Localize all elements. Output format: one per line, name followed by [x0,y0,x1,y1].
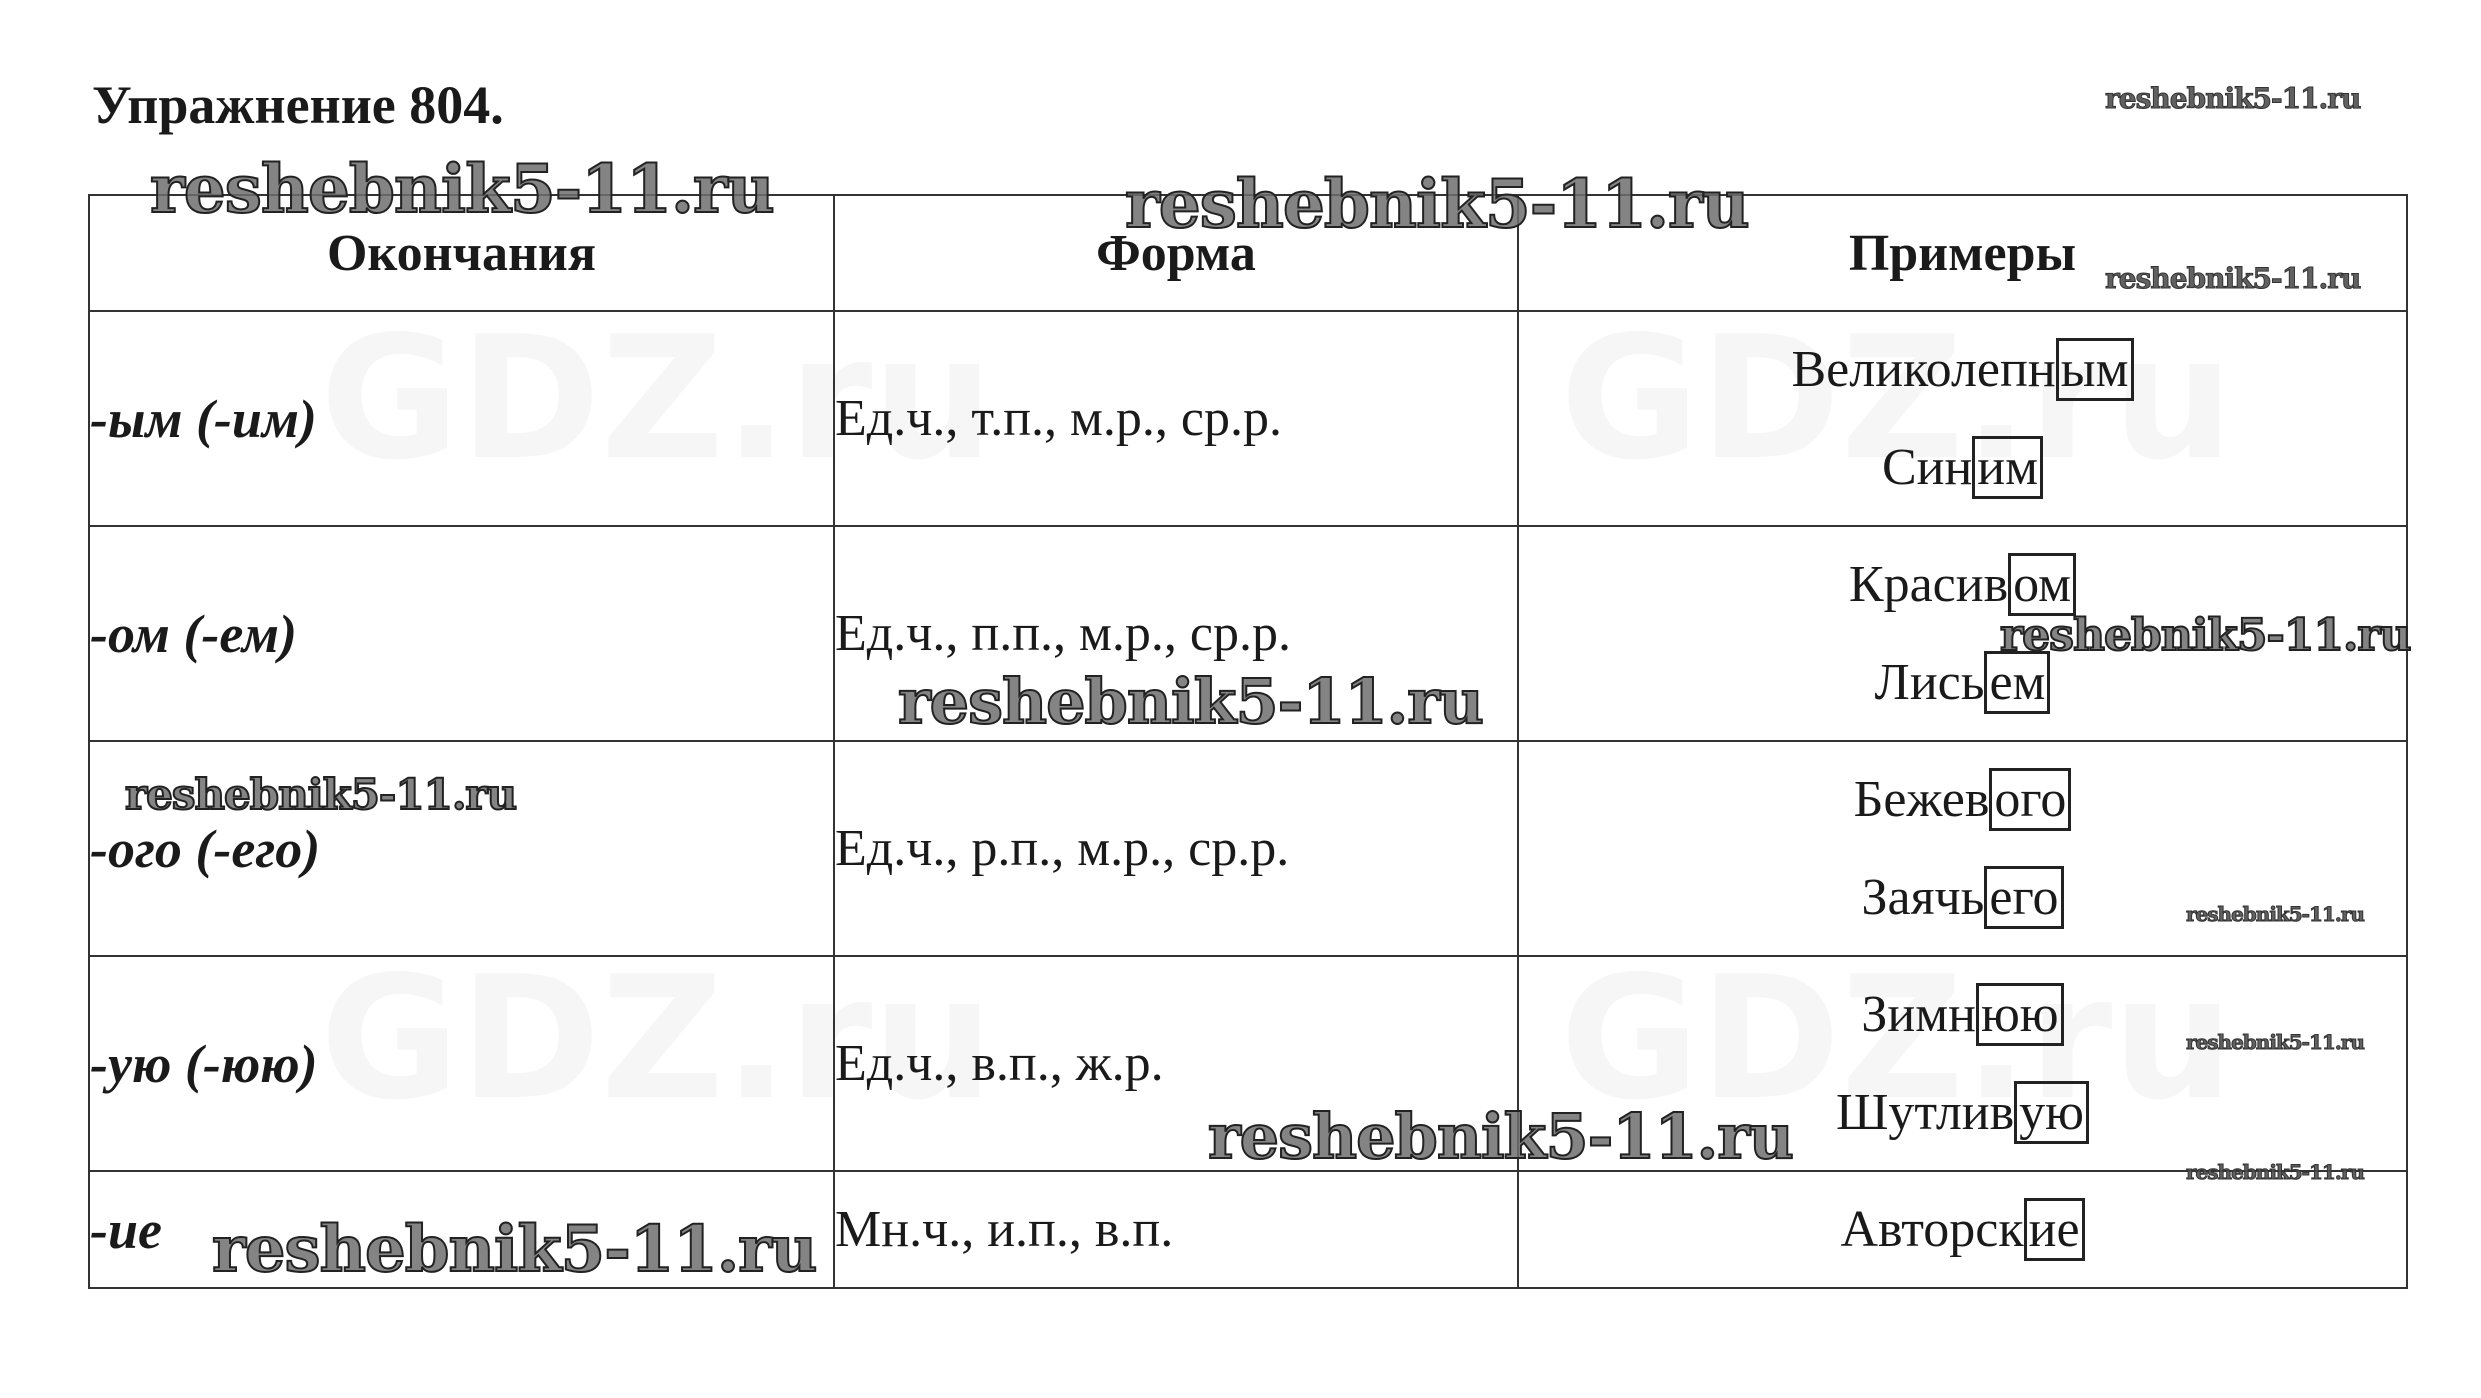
example-stem: Красив [1848,555,2009,613]
example-stem: Син [1881,438,1973,496]
form-cell: Ед.ч., в.п., ж.р. [834,956,1518,1171]
header-endings: Окончания [89,195,834,311]
watermark: reshebnik5-11.ru [1125,165,1749,243]
example-stem: Шутлив [1835,1083,2015,1141]
example-ending-box: ую [2014,1081,2089,1144]
example-stem: Авторск [1840,1200,2024,1258]
example-ending-box: им [1972,436,2043,499]
watermark: reshebnik5-11.ru [212,1212,817,1287]
exercise-title: Упражнение 804. [92,75,504,135]
example-word [1519,321,2406,419]
example-stem: Зимн [1861,985,1976,1043]
form-cell: Мн.ч., и.п., в.п. [834,1171,1518,1288]
example-ending-box: юю [1976,983,2064,1046]
ending-cell: -ую (-юю) [89,956,834,1171]
ending-cell: -ие [89,1171,834,1288]
watermark: reshebnik5-11.ru [2000,610,2411,661]
form-cell: Ед.ч., п.п., м.р., ср.р. [834,526,1518,741]
watermark: reshebnik5-11.ru [2186,1160,2364,1184]
watermark: reshebnik5-11.ru [898,665,1483,738]
ending-cell: -ом (-ем) [89,526,834,741]
watermark: reshebnik5-11.ru [2105,262,2361,295]
example-ending-box: ем [1984,651,2050,714]
example-stem: Заячь [1861,868,1985,926]
examples-cell [1518,311,2407,526]
example-word [1519,1181,2406,1279]
watermark: reshebnik5-11.ru [2186,1030,2364,1054]
watermark: reshebnik5-11.ru [150,150,774,228]
example-word [1519,419,2406,517]
example-ending-box: ого [1989,768,2071,831]
watermark: reshebnik5-11.ru [2186,902,2364,926]
form-cell: Ед.ч., т.п., м.р., ср.р. [834,311,1518,526]
example-stem: Великолепн [1791,340,2056,398]
form-cell: Ед.ч., р.п., м.р., ср.р. [834,741,1518,956]
example-word [1519,751,2406,849]
example-ending-box: ие [2024,1198,2085,1261]
header-form: Форма [834,195,1518,311]
example-ending-box: его [1984,866,2063,929]
example-ending-box: ым [2056,338,2134,401]
header-examples: Примеры [1518,195,2407,311]
ending-cell: -ого (-его) [89,741,834,956]
table-row [89,311,2407,526]
ending-cell: -ым (-им) [89,311,834,526]
watermark: reshebnik5-11.ru [1208,1100,1793,1173]
example-word [1519,849,2406,947]
examples-cell [1518,1171,2407,1288]
example-ending-box: ом [2008,553,2076,616]
watermark: reshebnik5-11.ru [2105,82,2361,115]
example-stem: Лись [1874,653,1985,711]
example-stem: Бежев [1853,770,1990,828]
watermark: reshebnik5-11.ru [125,770,517,819]
